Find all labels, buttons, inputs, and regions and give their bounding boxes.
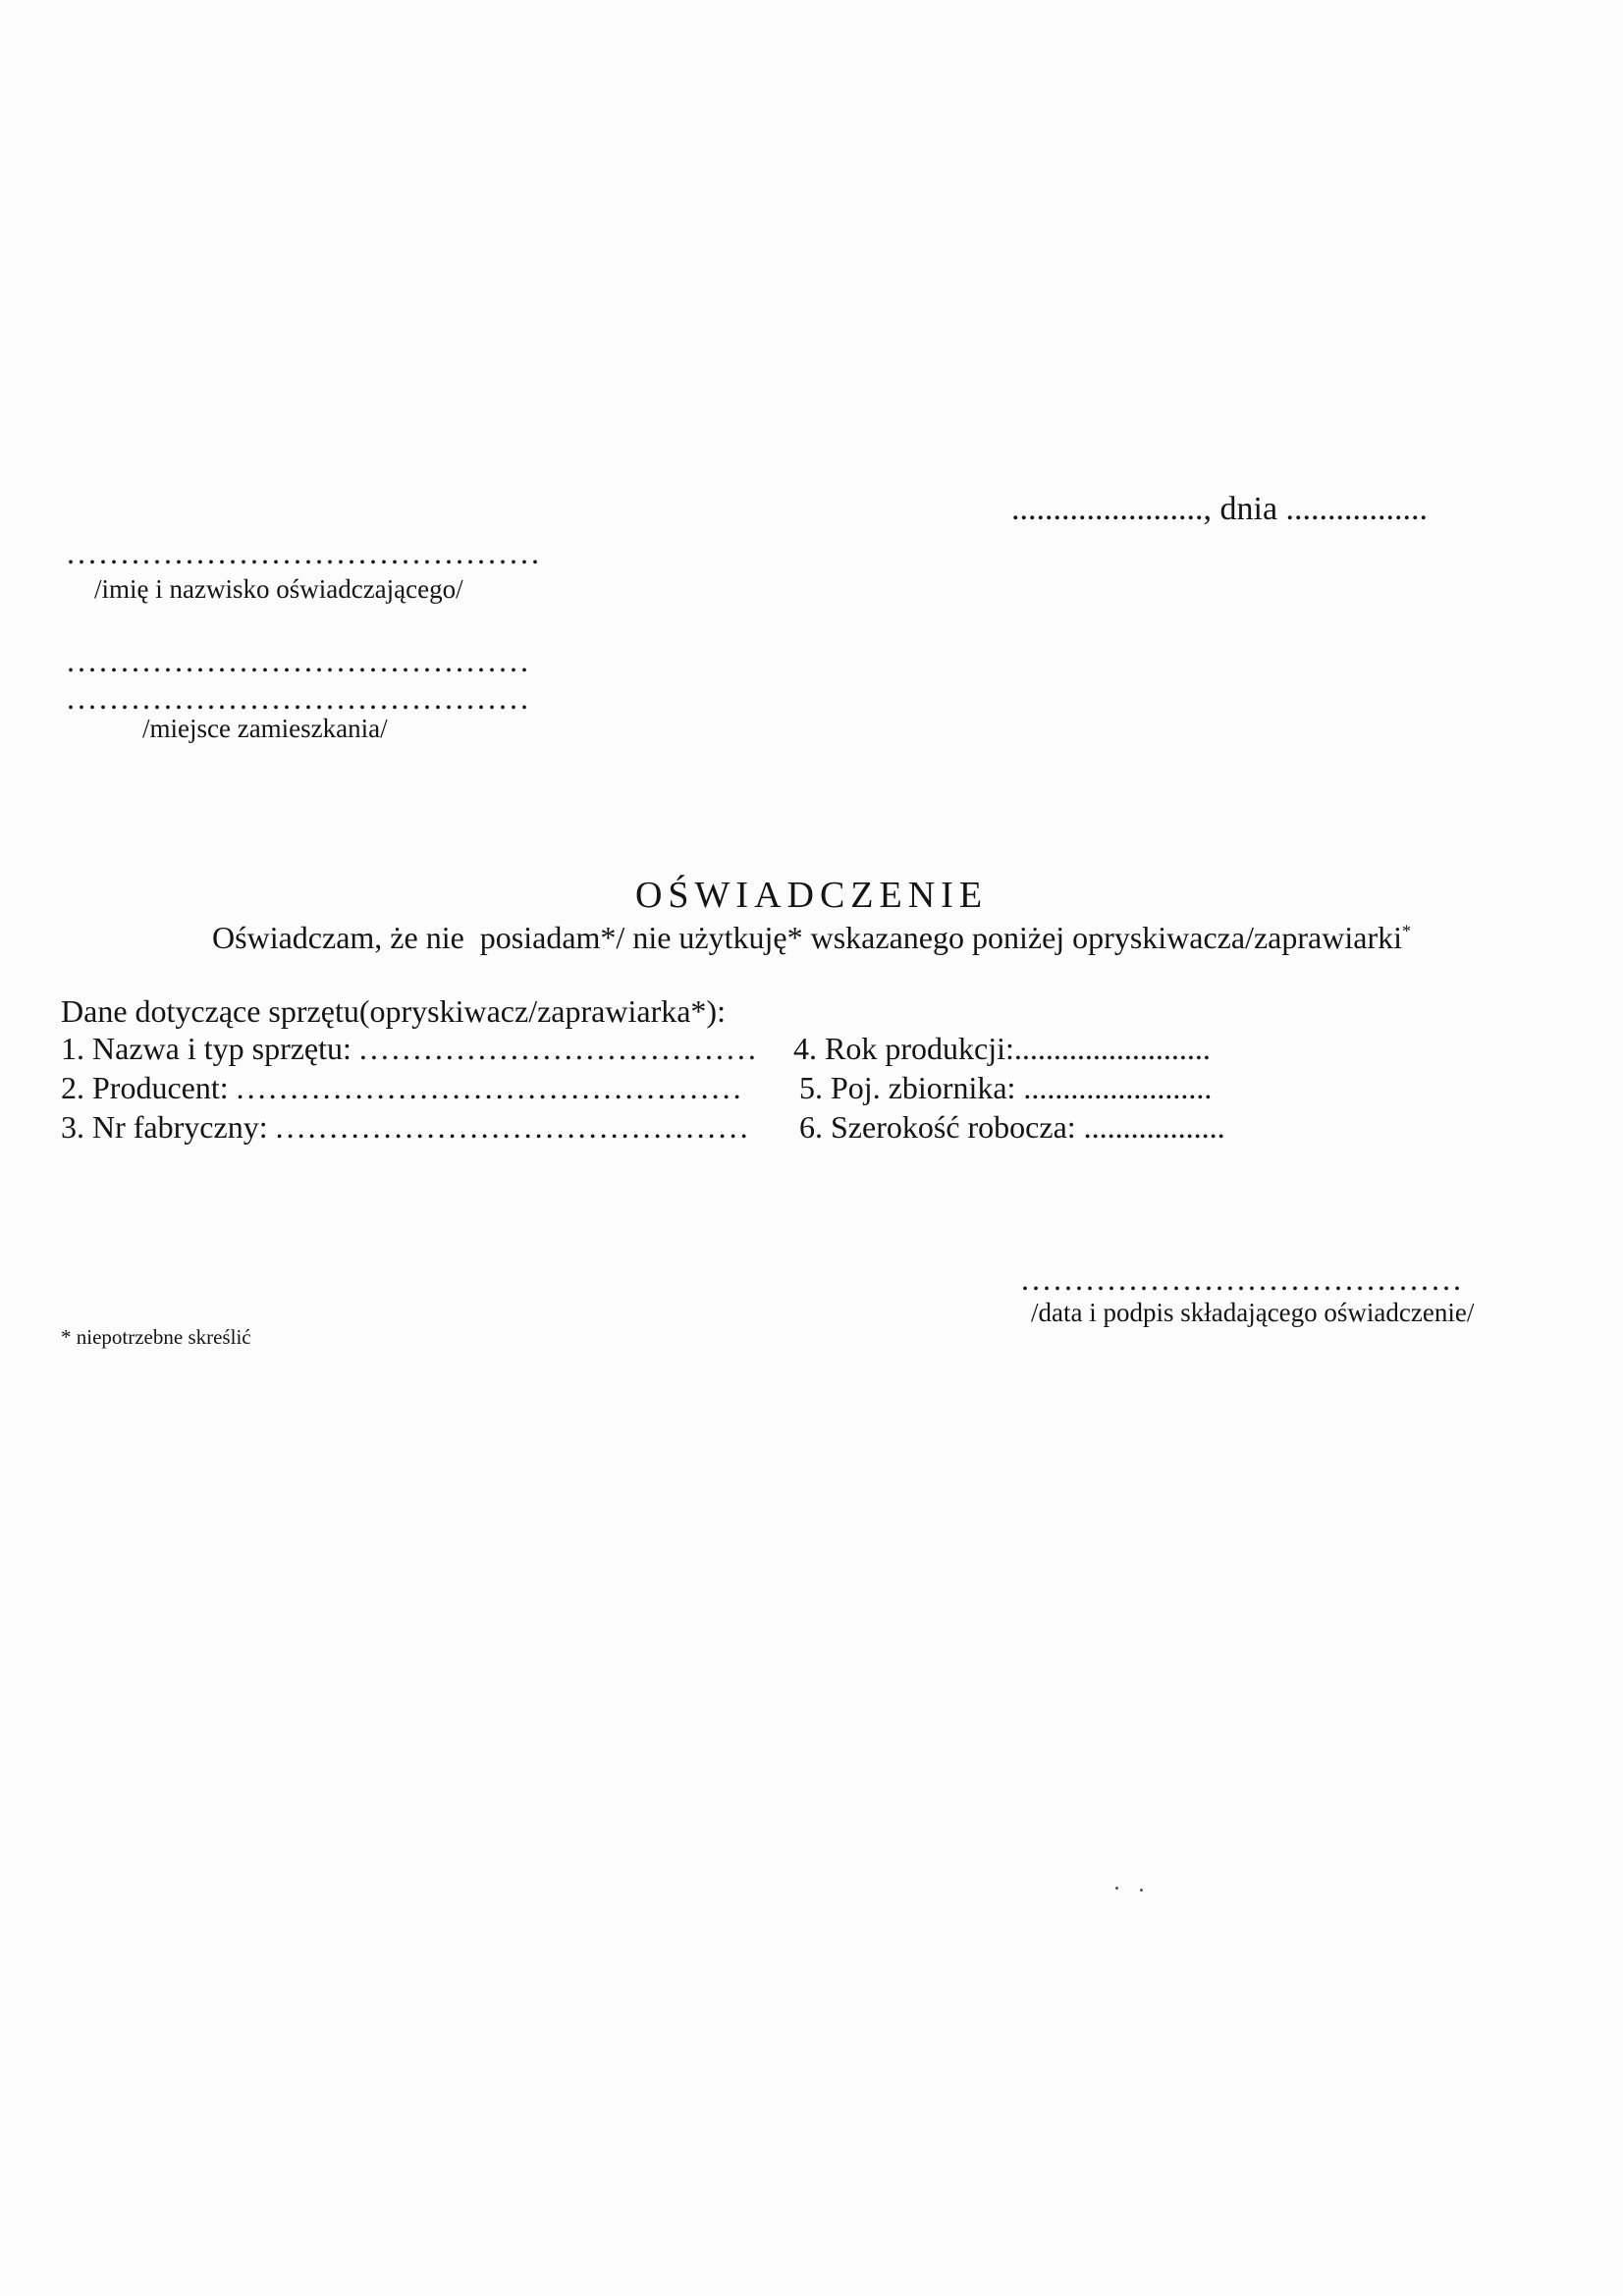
field-dots: ........................ — [1023, 1070, 1213, 1105]
equipment-heading: Dane dotyczące sprzętu(opryskiwacz/zaprawiarka*): — [61, 993, 726, 1029]
address-line-1: ........................................... — [67, 643, 531, 678]
document-title: OŚWIADCZENIE — [634, 875, 989, 916]
field-label: 3. Nr fabryczny: — [61, 1109, 276, 1145]
declaration-statement — [0, 920, 1623, 956]
signature-label: /data i podpis składającego oświadczenie/ — [1031, 1298, 1475, 1327]
field-label: 5. Poj. zbiornika: — [799, 1070, 1024, 1105]
field-dots: ............................................... — [236, 1070, 744, 1105]
field-tank-capacity — [799, 1070, 1212, 1106]
field-producer — [61, 1070, 744, 1106]
field-serial-number — [61, 1109, 751, 1146]
footnote: * niepotrzebne skreślić — [61, 1325, 251, 1349]
field-dots: ............................................ — [275, 1109, 751, 1145]
field-label: 1. Nazwa i typ sprzętu: — [61, 1031, 359, 1066]
field-dots: ..................................... — [358, 1031, 759, 1066]
declarant-name-line: ............................................ — [67, 535, 542, 570]
scan-speck — [1140, 1889, 1143, 1892]
declaration-text: Oświadczam, że nie posiadam*/ nie użytkuję* wskazanego poniżej opryskiwacza/zaprawiarki — [212, 920, 1402, 955]
field-label: 4. Rok produkcji: — [793, 1031, 1014, 1066]
place-and-date-field: ......................., dnia ................. — [1011, 491, 1429, 527]
scan-speck — [1115, 1887, 1118, 1890]
field-label: 2. Producent: — [61, 1070, 237, 1105]
signature-line: ......................................... — [1021, 1261, 1464, 1297]
address-label: /miejsce zamieszkania/ — [142, 714, 388, 743]
field-working-width — [799, 1109, 1225, 1146]
field-label: 6. Szerokość robocza: — [799, 1109, 1084, 1145]
field-dots: ......................... — [1013, 1031, 1211, 1066]
field-production-year — [793, 1031, 1211, 1067]
field-dots: .................. — [1083, 1109, 1225, 1145]
declarant-name-label: /imię i nazwisko oświadczającego/ — [94, 574, 463, 604]
declaration-footnote-mark: * — [1401, 921, 1411, 941]
address-line-2: ........................................... — [67, 680, 531, 716]
field-name-and-type — [61, 1031, 759, 1067]
